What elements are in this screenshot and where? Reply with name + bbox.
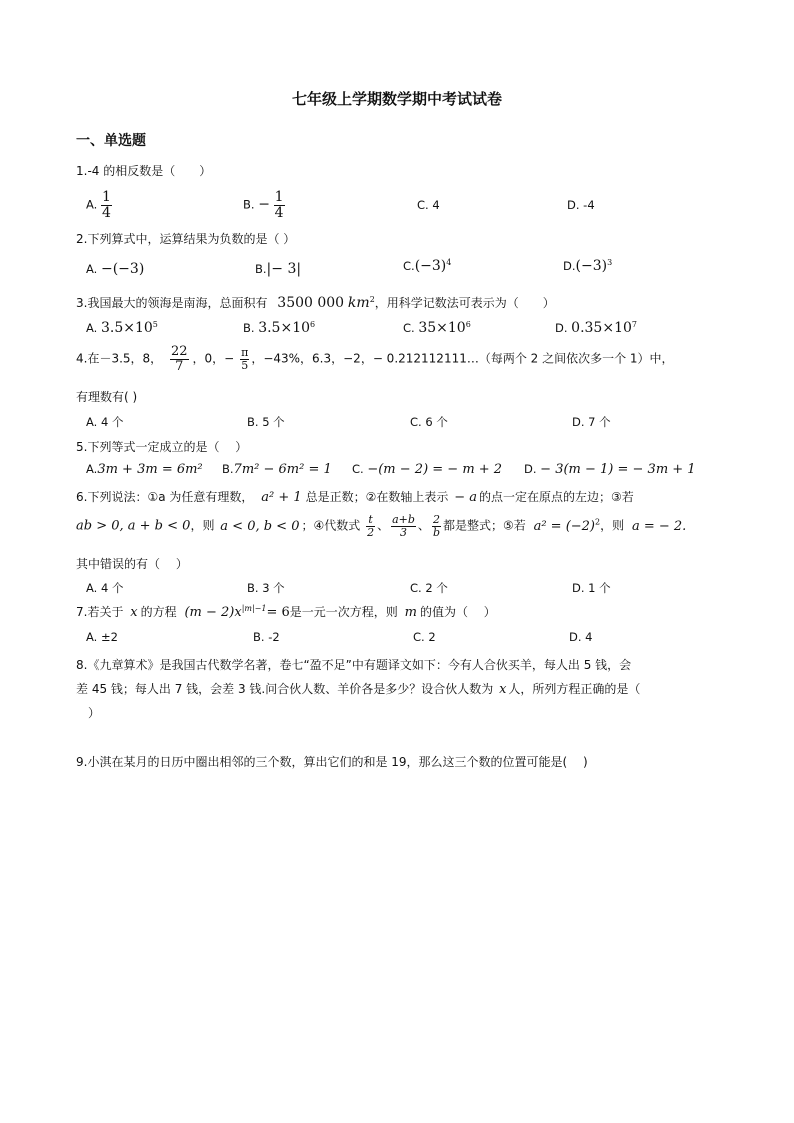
- question-6-line-2: [76, 514, 686, 538]
- question-8-line-1: 8.《九章算术》是我国古代数学名著，卷七“盈不足”中有题译文如下：今有人合伙买羊，每人出 5 钱，会: [76, 658, 632, 672]
- exponent: 6: [310, 320, 316, 330]
- math-expression: a = − 2.: [631, 518, 687, 534]
- math-number: 3500 000: [277, 295, 345, 311]
- question-6-option-b[interactable]: B. 3 个: [247, 581, 285, 595]
- option-label: D.: [555, 321, 568, 335]
- fraction: [274, 190, 285, 220]
- stem-text: 3.我国最大的领海是南海，总面积有: [76, 296, 268, 310]
- numerator: 22: [171, 344, 188, 359]
- stem-text: 差 45 钱；每人出 7 钱，会差 3 钱.问合伙人数、羊价各是多少？设合伙人数为: [76, 682, 494, 696]
- option-label: D.: [563, 259, 576, 273]
- math-variable: x: [499, 682, 507, 697]
- fraction: [366, 514, 375, 538]
- question-2-stem: 2.下列算式中，运算结果为负数的是（ ）: [76, 232, 296, 246]
- question-4-option-b[interactable]: B. 5 个: [247, 415, 285, 429]
- question-5-stem: 5.下列等式一定成立的是（ ）: [76, 440, 248, 454]
- question-1-option-a[interactable]: [86, 190, 112, 220]
- question-2-option-a[interactable]: [86, 261, 144, 277]
- separator: 、: [377, 518, 390, 533]
- numerator: a+b: [392, 513, 415, 526]
- stem-text: 人，所列方程正确的是（: [508, 682, 641, 696]
- math-variable: m: [404, 605, 417, 620]
- question-3-option-a[interactable]: [86, 320, 158, 336]
- math-expression: a² + 1: [261, 490, 302, 505]
- numerator: π: [241, 346, 249, 360]
- question-1-option-c[interactable]: C. 4: [417, 198, 440, 212]
- question-2-option-d[interactable]: [563, 258, 612, 274]
- stem-text: 6.下列说法：①a 为任意有理数，: [76, 490, 254, 504]
- question-3-option-d[interactable]: [555, 320, 637, 336]
- fraction: [170, 345, 189, 373]
- stem-text: 的值为（ ）: [419, 605, 496, 619]
- exponent: 3: [607, 258, 613, 268]
- fraction: [240, 347, 249, 371]
- math-expression: 3.5×10: [258, 320, 311, 336]
- denominator: 4: [274, 204, 284, 221]
- stem-text: ，用科学记数法可表示为（ ）: [374, 296, 555, 310]
- math-expression: a² = (−2): [533, 518, 596, 534]
- question-7-option-a[interactable]: A. ±2: [86, 630, 118, 644]
- question-2-option-b[interactable]: [255, 261, 301, 277]
- stem-text: 7.若关于: [76, 605, 124, 619]
- math-variable: x: [130, 605, 138, 620]
- question-8-line-3: ）: [76, 706, 101, 720]
- stem-text: ；④代数式: [301, 518, 361, 533]
- denominator: 4: [101, 204, 111, 221]
- question-9-stem: 9.小淇在某月的日历中圈出相邻的三个数，算出它们的和是 19，那么这三个数的位置可能是( ): [76, 755, 588, 769]
- question-4-option-a[interactable]: A. 4 个: [86, 415, 124, 429]
- stem-text: ，−43%，6.3，−2，− 0.212112111…（每两个 2 之间依次多一个 1）中，: [251, 351, 674, 366]
- question-5-option-c[interactable]: [352, 462, 502, 477]
- option-label: D.: [524, 462, 537, 476]
- stem-text: 是一元一次方程，则: [289, 605, 398, 619]
- option-label: C.: [403, 259, 415, 273]
- stem-text: ，0，−: [192, 351, 235, 366]
- option-label: A.: [86, 462, 98, 476]
- stem-text: 的点一定在原点的左边；③若: [478, 490, 634, 504]
- option-label: B.: [243, 197, 255, 212]
- math-expression: (−3): [575, 258, 608, 274]
- option-label: A.: [86, 321, 98, 335]
- question-1-option-d[interactable]: D. -4: [567, 198, 595, 212]
- math-unit: km: [347, 295, 370, 311]
- question-5-option-a[interactable]: [86, 462, 203, 477]
- math-expression: 35×10: [418, 320, 466, 336]
- question-4-option-d[interactable]: D. 7 个: [572, 415, 611, 429]
- math-expression: 0.35×10: [571, 320, 632, 336]
- exponent: |m|−1: [241, 604, 267, 613]
- question-6-option-c[interactable]: C. 2 个: [410, 581, 448, 595]
- math-expression: − 3(m − 1) = − 3m + 1: [540, 462, 696, 477]
- math-expression: (−3): [414, 258, 447, 274]
- math-expression: 3m + 3m = 6m²: [97, 462, 203, 477]
- stem-text: 总是正数；②在数轴上表示: [305, 490, 449, 504]
- math-expression: −(m − 2) = − m + 2: [367, 462, 503, 477]
- option-label: B.: [243, 321, 255, 335]
- denominator: b: [432, 525, 440, 539]
- question-6-option-a[interactable]: A. 4 个: [86, 581, 124, 595]
- stem-text: 都是整式；⑤若: [442, 518, 526, 533]
- math-expression: |− 3|: [266, 261, 302, 277]
- denominator: 5: [241, 358, 249, 372]
- option-label: B.: [255, 262, 267, 276]
- question-6-line-1: [76, 488, 634, 505]
- exponent: 5: [152, 320, 158, 330]
- math-expression: −(−3): [100, 261, 145, 277]
- question-7-stem: [76, 603, 496, 620]
- option-label: B.: [222, 462, 234, 476]
- math-expression: a < 0, b < 0: [220, 518, 300, 534]
- denominator: 7: [175, 358, 184, 374]
- question-4-option-c[interactable]: C. 6 个: [410, 415, 448, 429]
- fraction: [432, 514, 441, 538]
- stem-text: ，则: [600, 518, 625, 533]
- math-expression: 7m² − 6m² = 1: [233, 462, 332, 477]
- question-7-option-b[interactable]: B. -2: [253, 630, 280, 644]
- math-expression: 3.5×10: [100, 320, 153, 336]
- numerator: t: [366, 514, 375, 527]
- question-3-stem: [76, 294, 555, 311]
- question-5-option-d[interactable]: [524, 462, 696, 477]
- math-expression: ab > 0, a + b < 0: [76, 518, 191, 534]
- separator: 、: [417, 518, 430, 533]
- question-8-line-2: [76, 680, 640, 697]
- minus-sign: −: [258, 196, 270, 213]
- stem-text: 4.在－3.5，8，: [76, 351, 163, 366]
- numerator: 1: [101, 189, 111, 205]
- math-expression: − a: [454, 490, 477, 505]
- option-label: C.: [352, 462, 364, 476]
- question-6-line-3: 其中错误的有（ ）: [76, 557, 188, 571]
- denominator: 3: [400, 525, 407, 539]
- question-3-option-b[interactable]: [243, 320, 315, 336]
- question-4-stem: [76, 345, 674, 373]
- question-7-option-d[interactable]: D. 4: [569, 630, 593, 644]
- question-1-stem: 1.-4 的相反数是（ ）: [76, 164, 212, 178]
- exponent: 7: [631, 320, 637, 330]
- math-expression: = 6: [266, 605, 290, 620]
- denominator: 2: [367, 525, 375, 539]
- exponent: 2: [369, 295, 375, 304]
- question-4-stem-line-2: 有理数有( ): [76, 390, 138, 404]
- exponent: 6: [465, 320, 471, 330]
- option-label: A.: [86, 197, 98, 212]
- numerator: 2: [432, 513, 440, 526]
- question-6-option-d[interactable]: D. 1 个: [572, 581, 611, 595]
- exponent: 2: [595, 517, 601, 527]
- question-2-option-c[interactable]: [403, 258, 451, 274]
- option-label: C.: [403, 321, 415, 335]
- section-heading: 一、单选题: [76, 133, 146, 149]
- numerator: 1: [274, 189, 284, 205]
- question-1-option-b[interactable]: [243, 190, 285, 220]
- question-5-option-b[interactable]: [222, 462, 332, 477]
- question-7-option-c[interactable]: C. 2: [413, 630, 436, 644]
- question-3-option-c[interactable]: [403, 320, 471, 336]
- stem-text: 的方程: [140, 605, 177, 619]
- page-title: 七年级上学期数学期中考试试卷: [291, 90, 502, 108]
- stem-text: ，则: [190, 518, 215, 533]
- fraction: [391, 514, 416, 538]
- option-label: A.: [86, 262, 98, 276]
- exponent: 4: [446, 258, 452, 268]
- fraction: [101, 190, 112, 220]
- math-expression: (m − 2)x: [184, 605, 242, 620]
